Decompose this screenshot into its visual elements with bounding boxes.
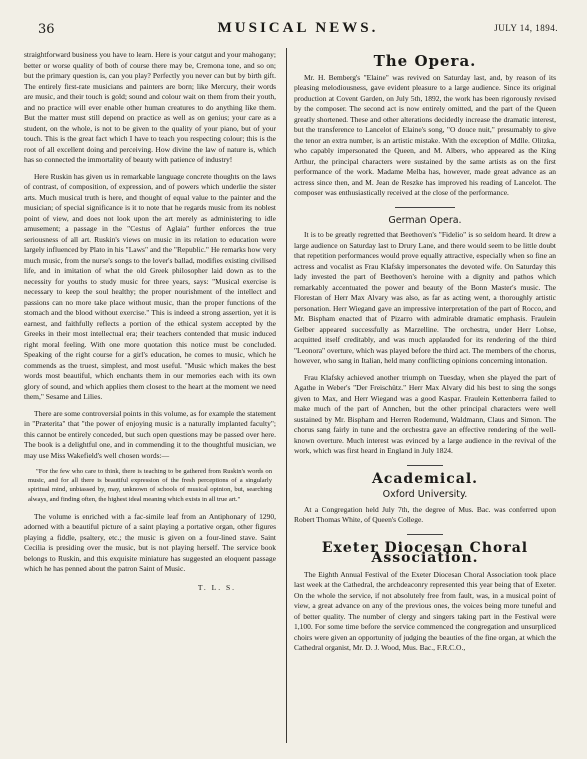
oxford-paragraph: At a Congregation held July 7th, the degree of Mus. Bac. was conferred upon Robert Thomas White, of Queen's College.	[294, 504, 556, 524]
ruskin-paragraph-3: There are some controversial points in this volume, as for example the statement in "Præterita" that "the power of enjoying music is a naturally implanted faculty"; this cannot be entirely conceded, but such open questions may be passed over here. The book is a delightful one, and in commending it to the thoughtful musician, we may use Miss Wakefield's well chosen words:—	[24, 408, 276, 460]
section-rule	[407, 465, 443, 466]
exeter-paragraph: The Eighth Annual Festival of the Exeter Diocesan Choral Association took place last week at the Cathedral, the archdeaconry represented this year being that of Exeter. On the whole the service, if not absolutely free from fault, was, in a musical point of view, a great advance on any of the previous ones, the voices being more tuneful and of better quality. The number of clergy and singers taking part in the Festival were 1,100. For some time before the service commenced the congregation and unsurpliced choirs were given an opportunity of judging the beauties of the fine organ, at which the Cathedral organist, Mr. D. J. Wood, Mus. Bac., F.R.C.O.,	[294, 569, 556, 652]
german-opera-paragraph-1: It is to be greatly regretted that Beethoven's "Fidelio" is so seldom heard. It drew a large audience on Saturday last to Drury Lane, and there would seem to be little doubt that repetition performances would prove equally attractive, especially when so fine an actress and vocalist as Frau Klafsky impersonates the devoted wife. On Saturday this lady invested the part of Beethoven's heroine with a dignity and pathos which remarkably accentuated the power and beauty of the Bonn Master's music. The Florestan of Herr Max Alvary was also, as far as acting went, a thoroughly artistic personation. Herr Wiegand gave an impressive interpretation of the part of Rocco, and Mr. Bispham enacted that of Pizarro with admirable dramatic emphasis. Fraulein Gelber appeared successfully as Marzelline. The orchestra, under Herr Lohse, acquitted itself creditably, and was much applauded for its rendering of the third "Leonora" overture, which was played before the third act. The members of the chorus, however, who sang in Italian, held many conflicting opinions concerning intonation.	[294, 230, 556, 365]
column-divider	[286, 48, 287, 743]
right-column	[294, 50, 556, 660]
issue-date: JULY 14, 1894.	[494, 23, 558, 33]
page-number: 36	[38, 22, 55, 37]
german-opera-heading: German Opera.	[388, 214, 462, 226]
page-header	[38, 20, 558, 40]
section-rule	[407, 534, 443, 535]
ruskin-paragraph-1: straightforward business you have to learn. Here is your catgut and your mahogany; better or worse quality of both of course there may be, Cremona tone, and so on; but the primary question is, can you play? Perfectly you never can but by birth gift. The entirely first-rate musicians and painters are born; like Mercury, their words are music, and their touch is gold; sound and colour wait on them from their youth, and no practice will ever enable other human creatures to do anything like them. But the matter must still depend on practice as well as on genius; your care as a student, on the whole, is not to be given to the quality of your piano, but of your touch. This is the great fact which I have to teach you respecting colour; this is the root of all excellent doing and perceiving. How divine the law of nature is, which has so connected the immortality of beauty with patience of industry!	[24, 50, 276, 164]
ruskin-paragraph-4: The volume is enriched with a fac-simile leaf from an Antiphonary of 1290, adorned with a beautiful picture of a saint playing a portative organ, other figures playing a fiddle, psaltery, etc.; the music is given on a four-lined stave. Saint Cecilia is presiding over the music, but is not playing herself. The service book belongs to Ruskin, and this exquisite miniature has suggested an eloquent passage which he has penned about the patron Saint of Music.	[24, 511, 276, 574]
german-opera-paragraph-2: Frau Klafsky achieved another triumph on Tuesday, when she played the part of Agathe in Weber's "Der Freischütz." Herr Max Alvary did his best to sing the songs given to Max, and Herr Wiegand was a good Kaspar. Fraulein Kettenberra failed to make much of the part of Annchen, but the other principal characters were well sustained by Mr. Bispham and Herren Rodemund, Waldmann, Claus and Simon. The chorus sang fairly in tune and the orchestra gave an effective rendering of the well-known overture. Much interest was evinced by a large audience in the revival of the work, which was first heard in England in July 1824.	[294, 372, 556, 455]
masthead: MUSICAL NEWS.	[217, 20, 379, 36]
opera-heading: The Opera.	[373, 52, 477, 70]
section-rule	[395, 207, 455, 208]
wakefield-quote: "For the few who care to think, there is teaching to be gathered from Ruskin's words on music, and for all there is beautiful expression of the fresh perceptions of a singularly spiritual mind, unbiassed by, may, unknown of schools of musical opinion, but, searching always, and finding often, the highest ideal meaning which exists in all true art."	[28, 468, 272, 503]
oxford-heading: Oxford University.	[382, 489, 468, 500]
opera-paragraph: Mr. H. Bemberg's "Elaine" was revived on Saturday last, and, by reason of its pleasing melodiousness, gave evident pleasure to a large audience. Since its original production at Covent Garden, on July 5th, 1892, the work has been rigorously revised by the composer. The second act is now entirely omitted, and the part of the Queen greatly shortened. These and other alterations decidedly increase the dramatic interest, but the transference to Lancelot of Elaine's song, "O douce nuit," presumably to give the tenor an extra number, is an artistic mistake. With the exception of Mdlle. Olitzka, who capably impersonated the Queen, and M. Albers, who appeared as the King Arthur, the principal characters were sustained by the same artists as on the first performance of the work. Madame Melba has, however, made great advance as an actress since then, and M. Jean de Reszke has improved his reading of Lancelot. The composer was enthusiastically received at the close of the performance.	[294, 72, 556, 197]
ruskin-paragraph-2: Here Ruskin has given us in remarkable language concrete thoughts on the laws of contrast, of composition, of expression, and of powers which underlie the sister arts. Much musical truth is here, and thought of equal value to the painter and the musician; of special significance is it to note that he regards music from its noblest point of view, and does not look upon the art merely as administering to idle amusement; a passage in the "Cestus of Aglaia" further enforces the true seriousness of all art. Ruskin's views on music in its relation to education were largely influenced by Plato in his "Laws" and the "Republic." He remarks how very much music, from the nurse's songs to the lover's ballad, modifies existing civilised life, and in imitation of what the old Greek philosopher laid down as to the necessity for youths to study music for three years, says: "Musical exercise is necessary to keep the soul healthy; the proper nourishment of the intellect and passions can no more take place without music, than the proper functions of the stomach and the blood without exercise." This is indeed a strong assertion, yet it is earnest, and faithfully reflects a portion of the ethical system accepted by the Greeks in their most intellectual era; their teachers contended that music induced right moral feeling. With one more quotation this notice must be concluded. Speaking of the right course for a girl's education, he comes to music, which he commends as the truest, simplest, and most useful. "Music which makes the best words most beautiful, which enchants them in our memories each with its own glory of sound, and which applies them closest to the heart at the moment we need them," Sesame and Lilies.	[24, 171, 276, 401]
author-signature: T. L. S.	[197, 582, 236, 592]
academical-heading: Academical.	[371, 470, 479, 487]
left-column	[24, 50, 276, 593]
exeter-heading: Exeter Diocesan Choral Association.	[321, 539, 529, 566]
